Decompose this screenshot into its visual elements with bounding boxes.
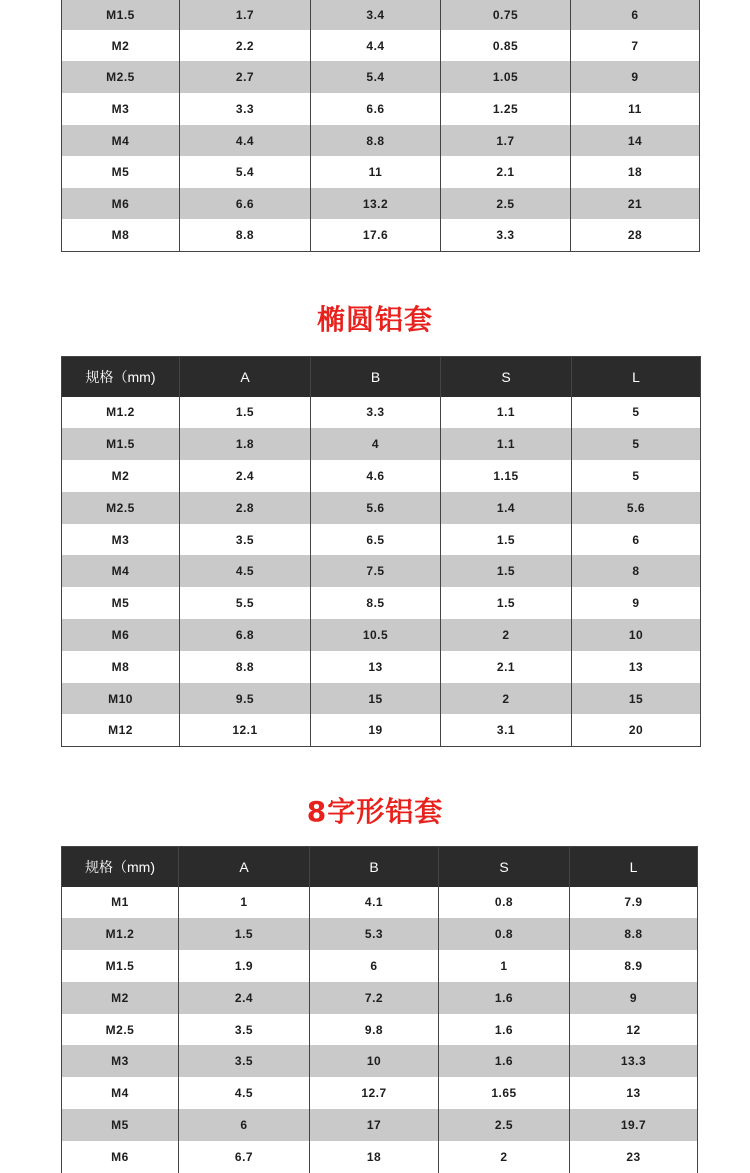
spec-table-1-body [62,0,700,251]
table-row [62,683,701,715]
cell-s: 1.5 [441,555,572,587]
column-header-b: B [311,357,441,397]
cell-s: 1.65 [439,1077,570,1109]
cell-a: 12.1 [180,714,311,746]
cell-l: 13 [570,1077,698,1109]
cell-spec: M1.2 [62,918,179,950]
cell-b: 13 [311,651,441,683]
cell-spec: M8 [62,219,180,251]
cell-s: 2.1 [441,651,572,683]
cell-s: 0.85 [441,30,571,61]
column-header-a: A [180,357,311,397]
cell-b: 17 [310,1109,439,1141]
cell-l: 12 [570,1014,698,1046]
cell-b: 4 [311,428,441,460]
cell-b: 18 [310,1141,439,1173]
table-row [62,397,701,429]
table-row [62,219,700,251]
cell-spec: M6 [62,1141,179,1173]
cell-a: 2.7 [180,61,311,93]
spec-table-oval-sleeve-body [62,397,701,747]
cell-b: 7.2 [310,982,439,1014]
table-row [62,1045,698,1077]
spec-table-figure8-sleeve-header [62,847,698,887]
cell-b: 3.4 [311,0,441,30]
cell-l: 15 [572,683,701,715]
table-row [62,714,701,746]
cell-l: 10 [572,619,701,651]
column-header-spec: 规格（mm) [62,357,180,397]
cell-b: 6 [310,950,439,982]
spec-table-oval-sleeve [61,356,701,747]
cell-b: 17.6 [311,219,441,251]
cell-b: 7.5 [311,555,441,587]
table-row [62,1141,698,1173]
cell-l: 28 [571,219,700,251]
cell-a: 8.8 [180,651,311,683]
column-header-s: S [441,357,572,397]
cell-s: 1.5 [441,524,572,556]
cell-b: 12.7 [310,1077,439,1109]
column-header-b: B [310,847,439,887]
table-row [62,93,700,125]
cell-a: 2.8 [180,492,311,524]
table-row [62,982,698,1014]
table-row [62,30,700,61]
cell-s: 2.5 [441,188,571,219]
cell-spec: M1.5 [62,0,180,30]
table-row [62,0,700,30]
cell-spec: M2 [62,30,180,61]
spec-table-figure8-sleeve-body [62,887,698,1173]
cell-b: 3.3 [311,397,441,429]
cell-s: 1.5 [441,587,572,619]
cell-b: 9.8 [310,1014,439,1046]
cell-spec: M10 [62,683,180,715]
column-header-spec: 规格（mm) [62,847,179,887]
cell-l: 9 [570,982,698,1014]
cell-a: 1.7 [180,0,311,30]
cell-a: 2.2 [180,30,311,61]
cell-a: 2.4 [179,982,310,1014]
cell-a: 1.9 [179,950,310,982]
cell-b: 5.4 [311,61,441,93]
column-header-l: L [570,847,698,887]
cell-b: 10.5 [311,619,441,651]
cell-l: 6 [572,524,701,556]
cell-s: 1.1 [441,428,572,460]
spec-table-oval-sleeve-header [62,357,701,397]
cell-spec: M2 [62,982,179,1014]
cell-spec: M1.2 [62,397,180,429]
cell-l: 20 [572,714,701,746]
table-row [62,524,701,556]
cell-a: 4.5 [179,1077,310,1109]
cell-spec: M2.5 [62,1014,179,1046]
cell-s: 1.4 [441,492,572,524]
table-row [62,950,698,982]
cell-l: 14 [571,125,700,156]
cell-b: 4.6 [311,460,441,492]
cell-b: 5.6 [311,492,441,524]
table-row [62,492,701,524]
table-row [62,460,701,492]
cell-b: 4.1 [310,887,439,919]
cell-a: 8.8 [180,219,311,251]
cell-a: 5.4 [180,156,311,188]
table-row [62,619,701,651]
cell-spec: M2 [62,460,180,492]
cell-b: 8.5 [311,587,441,619]
table-row [62,188,700,219]
cell-b: 4.4 [311,30,441,61]
cell-s: 1.25 [441,93,571,125]
cell-l: 21 [571,188,700,219]
cell-l: 13 [572,651,701,683]
cell-b: 6.5 [311,524,441,556]
cell-l: 5 [572,428,701,460]
cell-s: 1.7 [441,125,571,156]
table-row [62,61,700,93]
cell-s: 1 [439,950,570,982]
cell-a: 6.8 [180,619,311,651]
cell-spec: M1.5 [62,428,180,460]
cell-a: 6.6 [180,188,311,219]
cell-b: 19 [311,714,441,746]
cell-l: 19.7 [570,1109,698,1141]
cell-b: 6.6 [311,93,441,125]
table-row [62,651,701,683]
cell-spec: M3 [62,524,180,556]
cell-b: 8.8 [311,125,441,156]
cell-spec: M3 [62,93,180,125]
cell-spec: M4 [62,1077,179,1109]
column-header-s: S [439,847,570,887]
table-row [62,156,700,188]
cell-spec: M12 [62,714,180,746]
cell-spec: M1 [62,887,179,919]
cell-s: 3.1 [441,714,572,746]
cell-l: 5 [572,397,701,429]
section-title-oval-sleeve: 椭圆铝套 [316,303,433,336]
cell-s: 1.15 [441,460,572,492]
cell-s: 1.6 [439,982,570,1014]
cell-s: 1.05 [441,61,571,93]
cell-spec: M5 [62,1109,179,1141]
spec-table-figure8-sleeve [61,846,698,1173]
cell-a: 2.4 [180,460,311,492]
cell-spec: M8 [62,651,180,683]
table-row [62,125,700,156]
cell-spec: M4 [62,125,180,156]
cell-s: 2 [441,619,572,651]
cell-a: 1.5 [179,918,310,950]
cell-l: 7.9 [570,887,698,919]
cell-l: 6 [571,0,700,30]
cell-s: 1.6 [439,1045,570,1077]
column-header-a: A [179,847,310,887]
cell-s: 0.75 [441,0,571,30]
cell-spec: M3 [62,1045,179,1077]
cell-a: 9.5 [180,683,311,715]
cell-l: 8.9 [570,950,698,982]
cell-l: 13.3 [570,1045,698,1077]
cell-a: 4.5 [180,555,311,587]
cell-spec: M4 [62,555,180,587]
cell-s: 0.8 [439,887,570,919]
table-row [62,587,701,619]
cell-s: 1.6 [439,1014,570,1046]
cell-l: 8.8 [570,918,698,950]
cell-spec: M2.5 [62,61,180,93]
cell-s: 2.1 [441,156,571,188]
cell-spec: M1.5 [62,950,179,982]
cell-b: 15 [311,683,441,715]
cell-l: 7 [571,30,700,61]
cell-l: 5.6 [572,492,701,524]
table-row [62,887,698,919]
table-row [62,918,698,950]
cell-a: 1.8 [180,428,311,460]
cell-l: 18 [571,156,700,188]
cell-l: 8 [572,555,701,587]
cell-spec: M2.5 [62,492,180,524]
cell-l: 23 [570,1141,698,1173]
cell-b: 10 [310,1045,439,1077]
cell-s: 0.8 [439,918,570,950]
cell-a: 1.5 [180,397,311,429]
table-row [62,1077,698,1109]
cell-l: 11 [571,93,700,125]
cell-a: 6 [179,1109,310,1141]
table-row [62,428,701,460]
section-title-figure8-sleeve: 8字形铝套 [306,795,444,828]
cell-s: 1.1 [441,397,572,429]
cell-b: 11 [311,156,441,188]
cell-spec: M6 [62,619,180,651]
cell-spec: M5 [62,156,180,188]
cell-l: 5 [572,460,701,492]
cell-a: 3.5 [179,1014,310,1046]
table-row [62,1014,698,1046]
table-row [62,1109,698,1141]
cell-s: 2 [441,683,572,715]
cell-b: 13.2 [311,188,441,219]
cell-a: 5.5 [180,587,311,619]
cell-spec: M5 [62,587,180,619]
cell-l: 9 [572,587,701,619]
cell-spec: M6 [62,188,180,219]
cell-a: 1 [179,887,310,919]
cell-a: 3.5 [179,1045,310,1077]
table-row [62,555,701,587]
cell-a: 6.7 [179,1141,310,1173]
cell-b: 5.3 [310,918,439,950]
cell-l: 9 [571,61,700,93]
column-header-l: L [572,357,701,397]
cell-a: 4.4 [180,125,311,156]
spec-table-1 [61,0,700,252]
cell-s: 2.5 [439,1109,570,1141]
cell-s: 3.3 [441,219,571,251]
cell-a: 3.3 [180,93,311,125]
cell-s: 2 [439,1141,570,1173]
cell-a: 3.5 [180,524,311,556]
